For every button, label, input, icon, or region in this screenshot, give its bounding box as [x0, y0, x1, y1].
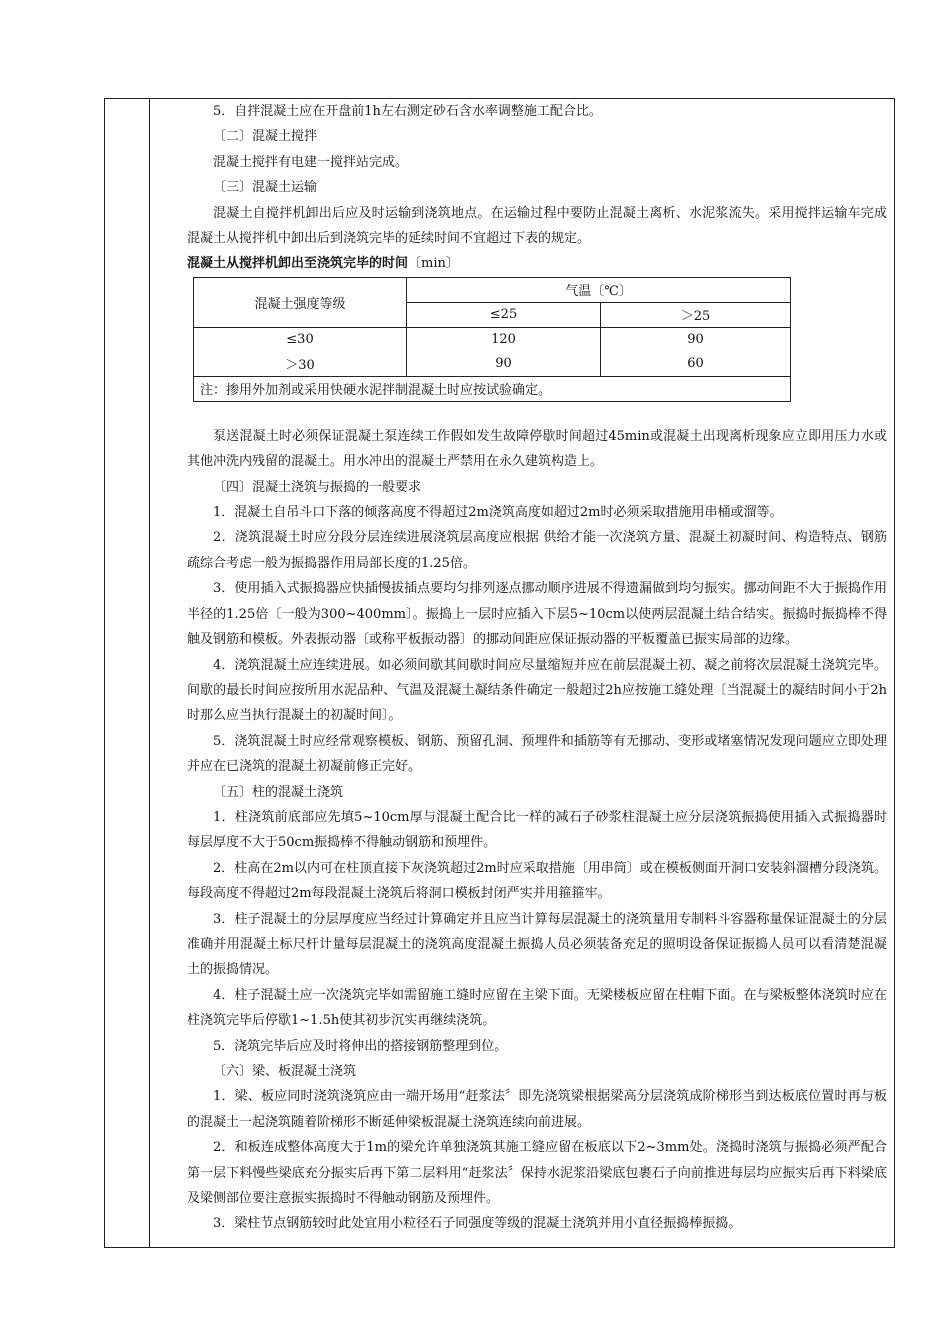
paragraph: 5．浇筑混凝土时应经常观察模板、钢筋、预留孔洞、预埋件和插筋等有无挪动、变形或堵塞情况发现问题应立即处理并应在已浇筑的混凝土初凝前修正完好。	[187, 733, 887, 775]
paragraph: 混凝土自搅拌机卸出后应及时运输到浇筑地点。在运输过程中要防止混凝土离析、水泥浆流失。采用搅拌运输车完成混凝土从搅拌机中卸出后到浇筑完毕的延续时间不宜超过下表的规定。	[187, 205, 887, 247]
paragraph: 5．自拌混凝土应在开盘前1h左右测定砂石含水率调整施工配合比。	[213, 104, 602, 119]
table-title-unit: 〔min〕	[408, 256, 459, 272]
paragraph: 1．混凝土自吊斗口下落的倾落高度不得超过2m浇筑高度如超过2m时必须采取措施用串桶或溜等。	[213, 505, 783, 521]
paragraph: 2．柱高在2m以内可在柱顶直接下灰浇筑超过2m时应采取措施〔用串筒〕或在模板侧面开洞口安装斜溜槽分段浇筑。每段高度不得超过2m每段混凝土浇筑后将洞口模板封闭严实并用箍箍牢。	[187, 860, 887, 902]
table-cell: 60	[601, 352, 791, 377]
table-title-text: 混凝土从搅拌机卸出至浇筑完毕的时间	[187, 256, 409, 272]
table-group-header: 气温〔℃〕	[407, 277, 791, 302]
paragraph: 3．梁柱节点钢筋较时此处宜用小粒径石子同强度等级的混凝土浇筑并用小直径振捣棒振捣。	[213, 1216, 742, 1232]
section-heading: 〔二〕混凝土搅拌	[213, 129, 318, 145]
table-sub-header: ＞25	[601, 302, 791, 327]
table-row-label: ≤30	[194, 327, 407, 352]
table-note: 注：掺用外加剂或采用快硬水泥拌制混凝土时应按试验确定。	[194, 376, 791, 401]
paragraph: 2．和板连成整体高度大于1m的梁允许单独浇筑其施工缝应留在板底以下2~3mm处。浇捣时浇筑与振捣必须严配合第一层下料慢些梁底充分振实后再下第二层料用“赶浆法〞保持水泥浆沿梁底包裹石子向前推进每层均应振实后再下料梁底及梁侧部位要注意振实振捣时不得触动钢筋及预埋件。	[187, 1140, 887, 1207]
paragraph: 4．柱子混凝土应一次浇筑完毕如需留施工缝时应留在主梁下面。无梁楼板应留在柱帽下面。在与梁板整体浇筑时应在柱浇筑完毕后停歇1~1.5h使其初步沉实再继续浇筑。	[187, 987, 887, 1029]
section-heading: 〔五〕柱的混凝土浇筑	[213, 784, 344, 800]
paragraph: 5．浇筑完毕后应及时将伸出的搭接钢筋整理到位。	[213, 1038, 508, 1054]
table-cell: 120	[407, 327, 601, 352]
paragraph: 3．柱子混凝土的分层厚度应当经过计算确定并且应当计算每层混凝土的浇筑量用专制料斗容器称量保证混凝土的分层准确并用混凝土标尺杆计量每层混凝土的浇筑高度混凝土振捣人员必须装备充足的照明设备保证振捣人员可以看清楚混凝土的振捣情况。	[187, 911, 887, 978]
paragraph: 1．梁、板应同时浇筑浇筑应由一端开场用“赶浆法〞即先浇筑梁根据梁高分层浇筑成阶梯形当到达板底位置时再与板的混凝土一起浇筑随着阶梯形不断延伸梁板混凝土浇筑连续向前进展。	[187, 1089, 887, 1130]
paragraph: 混凝土搅拌有电建一搅拌站完成。	[213, 154, 409, 170]
paragraph: 2．浇筑混凝土时应分段分层连续进展浇筑层高度应根据 供给才能一次浇筑方量、混凝土初凝时间、构造特点、钢筋疏综合考虑一般为振捣器作用局部长度的1.25倍。	[187, 530, 887, 571]
document-frame	[104, 98, 895, 1248]
paragraph: 4．浇筑混凝土应连续进展。如必须间歇其间歇时间应尽量缩短并应在前层混凝土初、凝之前将次层混凝土浇筑完毕。间歇的最长时间应按所用水泥品种、气温及混凝土凝结条件确定一般超过2h应按施工缝处理〔当混凝土的凝结时间小于2h时那么应当执行混凝土的初凝时间〕。	[187, 657, 887, 724]
paragraph: 1．柱浇筑前底部应先填5~10cm厚与混凝土配合比一样的减石子砂浆柱混凝土应分层浇筑振捣使用插入式振捣器时每层厚度不大于50cm振捣棒不得触动钢筋和预埋件。	[187, 809, 887, 851]
table-sub-header: ≤25	[407, 302, 601, 327]
paragraph: 泵送混凝土时必须保证混凝土泵连续工作假如发生故障停歇时间超过45min或混凝土出现离析现象应立即用压力水或其他冲洗内残留的混凝土。用水冲出的混凝土严禁用在永久建筑构造上。	[187, 428, 887, 470]
left-column	[105, 99, 150, 1247]
table-title	[187, 251, 887, 276]
paragraph: 3．使用插入式振捣器应快插慢拔插点要均匀排列逐点挪动顺序进展不得遗漏做到均匀振实。挪动间距不大于振捣作用半径的1.25倍〔一般为300~400mm〕。振捣上一层时应插入下层5~10cm以使两层混凝土结合结实。振捣时振捣棒不得触及钢筋和模板。外表振动器〔或称平板振动器〕的挪动间距应保证振动器的平板覆盖已振实局部的边缘。	[187, 581, 887, 648]
time-table	[193, 277, 791, 402]
section-heading: 〔六〕梁、板混凝土浇筑	[213, 1064, 357, 1079]
table-cell: 90	[407, 352, 601, 377]
table-row-label: ＞30	[194, 352, 407, 377]
content-cell	[187, 99, 887, 1237]
table-col-header: 混凝土强度等级	[194, 277, 407, 327]
table-cell: 90	[601, 327, 791, 352]
section-heading: 〔四〕混凝土浇筑与振捣的一般要求	[213, 479, 422, 495]
section-heading: 〔三〕混凝土运输	[213, 180, 318, 196]
